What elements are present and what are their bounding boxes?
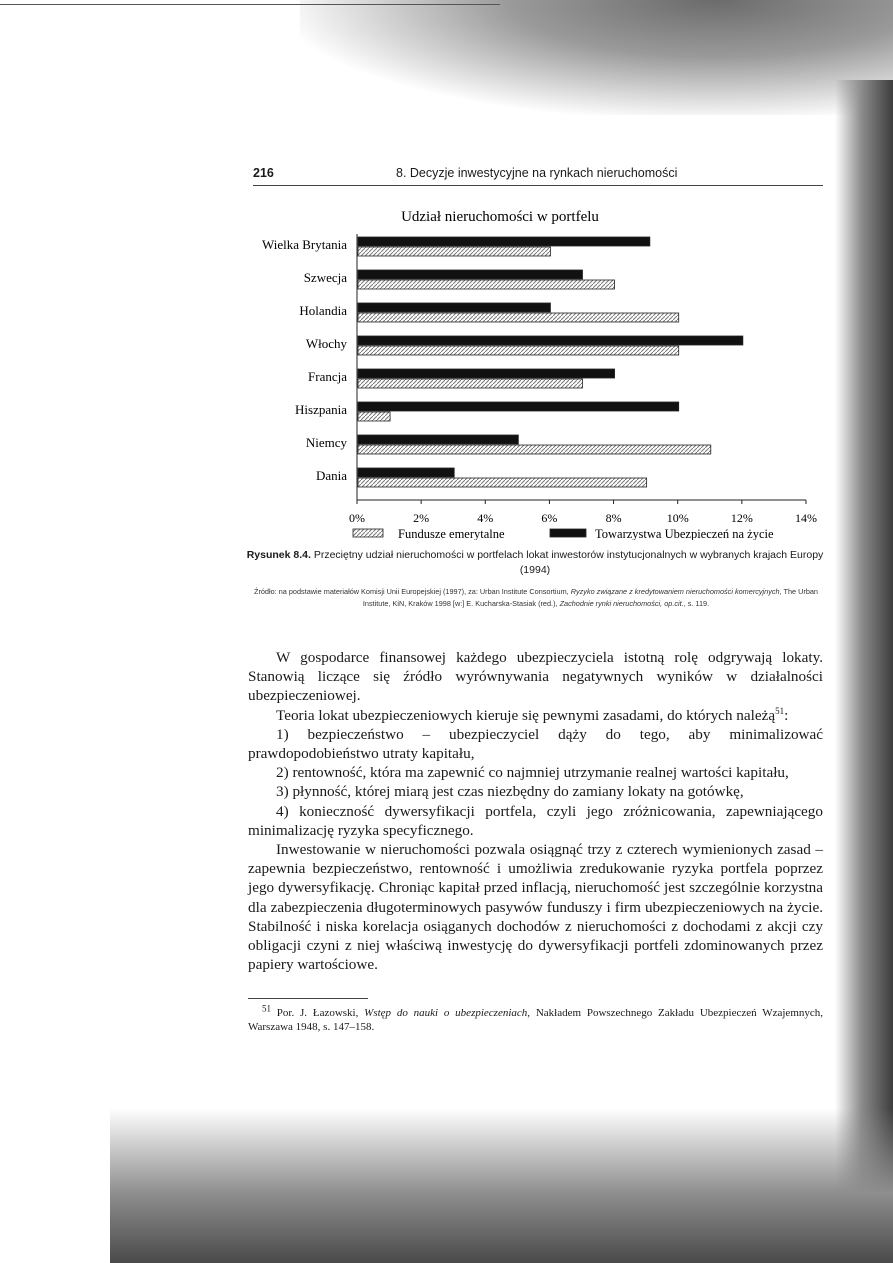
bar-towarzystwa-ubezpieczen-na-zycie-francja [358, 369, 615, 378]
source-text: , s. 119. [683, 599, 710, 608]
figure-source [248, 586, 824, 610]
legend-label-towarzystwa-ubezpieczen-na-zycie: Towarzystwa Ubezpieczeń na życie [595, 527, 774, 540]
legend-label-fundusze-emerytalne: Fundusze emerytalne [398, 527, 505, 540]
bar-chart [245, 200, 823, 540]
category-label-francja: Francja [308, 369, 347, 384]
bar-fundusze-emerytalne-hiszpania [358, 412, 390, 421]
list-item: 3) płynność, której miarą jest czas niezbędny do zamiany lokaty na gotówkę, [276, 783, 744, 801]
x-tick-label: 12% [730, 511, 753, 525]
source-title: Zachodnie rynki nieruchomości, op.cit. [559, 599, 684, 608]
x-tick-label: 14% [795, 511, 817, 525]
category-label-dania: Dania [315, 468, 347, 483]
bar-fundusze-emerytalne-niemcy [358, 445, 711, 454]
footnote-ref: 51 [775, 705, 785, 716]
bar-fundusze-emerytalne-szwecja [358, 280, 615, 289]
x-tick-label: 8% [605, 511, 622, 525]
bar-fundusze-emerytalne-wielka-brytania [358, 247, 550, 256]
running-head [253, 163, 823, 186]
category-label-niemcy: Niemcy [305, 435, 347, 450]
list-item: 4) konieczność dywersyfikacji portfela, czyli jego zróżnicowania, zapewniającego minimalizację ryzyka specyficznego. [248, 802, 823, 839]
list-item: 1) bezpieczeństwo – ubezpieczyciel dąży do tego, aby minimalizować prawdopodobieństwo utraty kapitału, [248, 725, 823, 763]
bar-fundusze-emerytalne-francja [358, 379, 583, 388]
x-tick-label: 2% [413, 511, 430, 525]
scan-edge-line [0, 4, 500, 5]
category-label-wlochy: Włochy [305, 336, 347, 351]
scan-shadow [110, 1108, 893, 1263]
scan-shadow [835, 80, 893, 1263]
chart-title: Udział nieruchomości w portfelu [401, 209, 599, 225]
category-label-szwecja: Szwecja [303, 270, 347, 285]
x-tick-label: 10% [666, 511, 689, 525]
figure-caption [246, 548, 824, 578]
paragraph-text: Teoria lokat ubezpieczeniowych kieruje się pewnymi zasadami, do których należą [276, 706, 776, 724]
category-label-wielka-brytania: Wielka Brytania [261, 237, 347, 252]
paragraph-text: : [784, 706, 789, 724]
bar-fundusze-emerytalne-holandia [358, 313, 679, 322]
paragraph: W gospodarce finansowej każdego ubezpieczyciela istotną rolę odgrywają lokaty. Stanowią liczące się źródło wyrównywania negatywnych wyników w działalności ubezpieczeniowej. [248, 649, 823, 705]
footnote-rule [248, 998, 368, 999]
x-tick-label: 6% [541, 511, 558, 525]
bar-towarzystwa-ubezpieczen-na-zycie-wielka-brytania [358, 237, 650, 246]
bar-towarzystwa-ubezpieczen-na-zycie-hiszpania [358, 402, 679, 411]
footnote-title: Wstęp do nauki o ubezpieczeniach [364, 1007, 528, 1019]
figure-label: Rysunek 8.4. [246, 549, 311, 561]
bar-towarzystwa-ubezpieczen-na-zycie-niemcy [358, 435, 518, 444]
page-number: 216 [253, 166, 274, 180]
source-text: Źródło: na podstawie materiałów Komisji Unii Europejskiej (1997), za: Urban Institute Consortium, [253, 587, 569, 596]
source-text: , The Urban Institute, KiN, Kraków 1998 [w:] E. Kucharska-Stasiak (red.), [362, 587, 818, 608]
category-label-hiszpania: Hiszpania [295, 402, 347, 417]
body-text [248, 648, 823, 974]
footnote-number: 51 [262, 1003, 271, 1014]
bar-towarzystwa-ubezpieczen-na-zycie-dania [358, 468, 454, 477]
paragraph [248, 706, 823, 725]
bar-fundusze-emerytalne-dania [358, 478, 647, 487]
source-title: Ryzyko związane z kredytowaniem nieruchomości komercyjnych [570, 587, 780, 596]
bar-towarzystwa-ubezpieczen-na-zycie-wlochy [358, 336, 743, 345]
category-label-holandia: Holandia [299, 303, 347, 318]
footnote [248, 1003, 824, 1034]
list-item: 2) rentowność, która ma zapewnić co najmniej utrzymanie realnej wartości kapitału, [276, 764, 789, 782]
bar-towarzystwa-ubezpieczen-na-zycie-szwecja [358, 270, 583, 279]
legend-swatch-fundusze-emerytalne [353, 529, 383, 537]
figure-caption-text: Przeciętny udział nieruchomości w portfelach lokat inwestorów instytucjonalnych w wybranych krajach Europy (1994) [313, 549, 824, 576]
bar-fundusze-emerytalne-wlochy [358, 346, 679, 355]
scan-shadow [300, 0, 893, 115]
chapter-title: 8. Decyzje inwestycyjne na rynkach nieruchomości [396, 166, 678, 180]
x-tick-label: 0% [349, 511, 365, 525]
legend-swatch-towarzystwa-ubezpieczen-na-zycie [550, 529, 586, 537]
bar-towarzystwa-ubezpieczen-na-zycie-holandia [358, 303, 550, 312]
footnote-text: Por. J. Łazowski, [271, 1007, 365, 1019]
footnote-text: , Nakładem Powszechnego Zakładu Ubezpieczeń Wzajemnych, Warszawa 1948, s. 147–158. [248, 1007, 824, 1033]
paragraph: Inwestowanie w nieruchomości pozwala osiągnąć trzy z czterech wymienionych zasad – zapewnia bezpieczeństwo, rentowność i umożliwia zredukowanie ryzyka portfela poprzez jego dywersyfikację. Chroniąc kapitał przed inflacją, nieruchomość jest szczególnie korzystna dla zabezpieczenia długoterminowych pasywów funduszy i firm ubezpieczeniowych na życie. Stabilność i niska korelacja osiąganych dochodów z nieruchomości z dochodami z akcji czy obligacji czyni z niej właściwą inwestycję do dywersyfikacji portfeli zdominowanych przez papiery wartościowe. [248, 841, 823, 974]
x-tick-label: 4% [477, 511, 494, 525]
